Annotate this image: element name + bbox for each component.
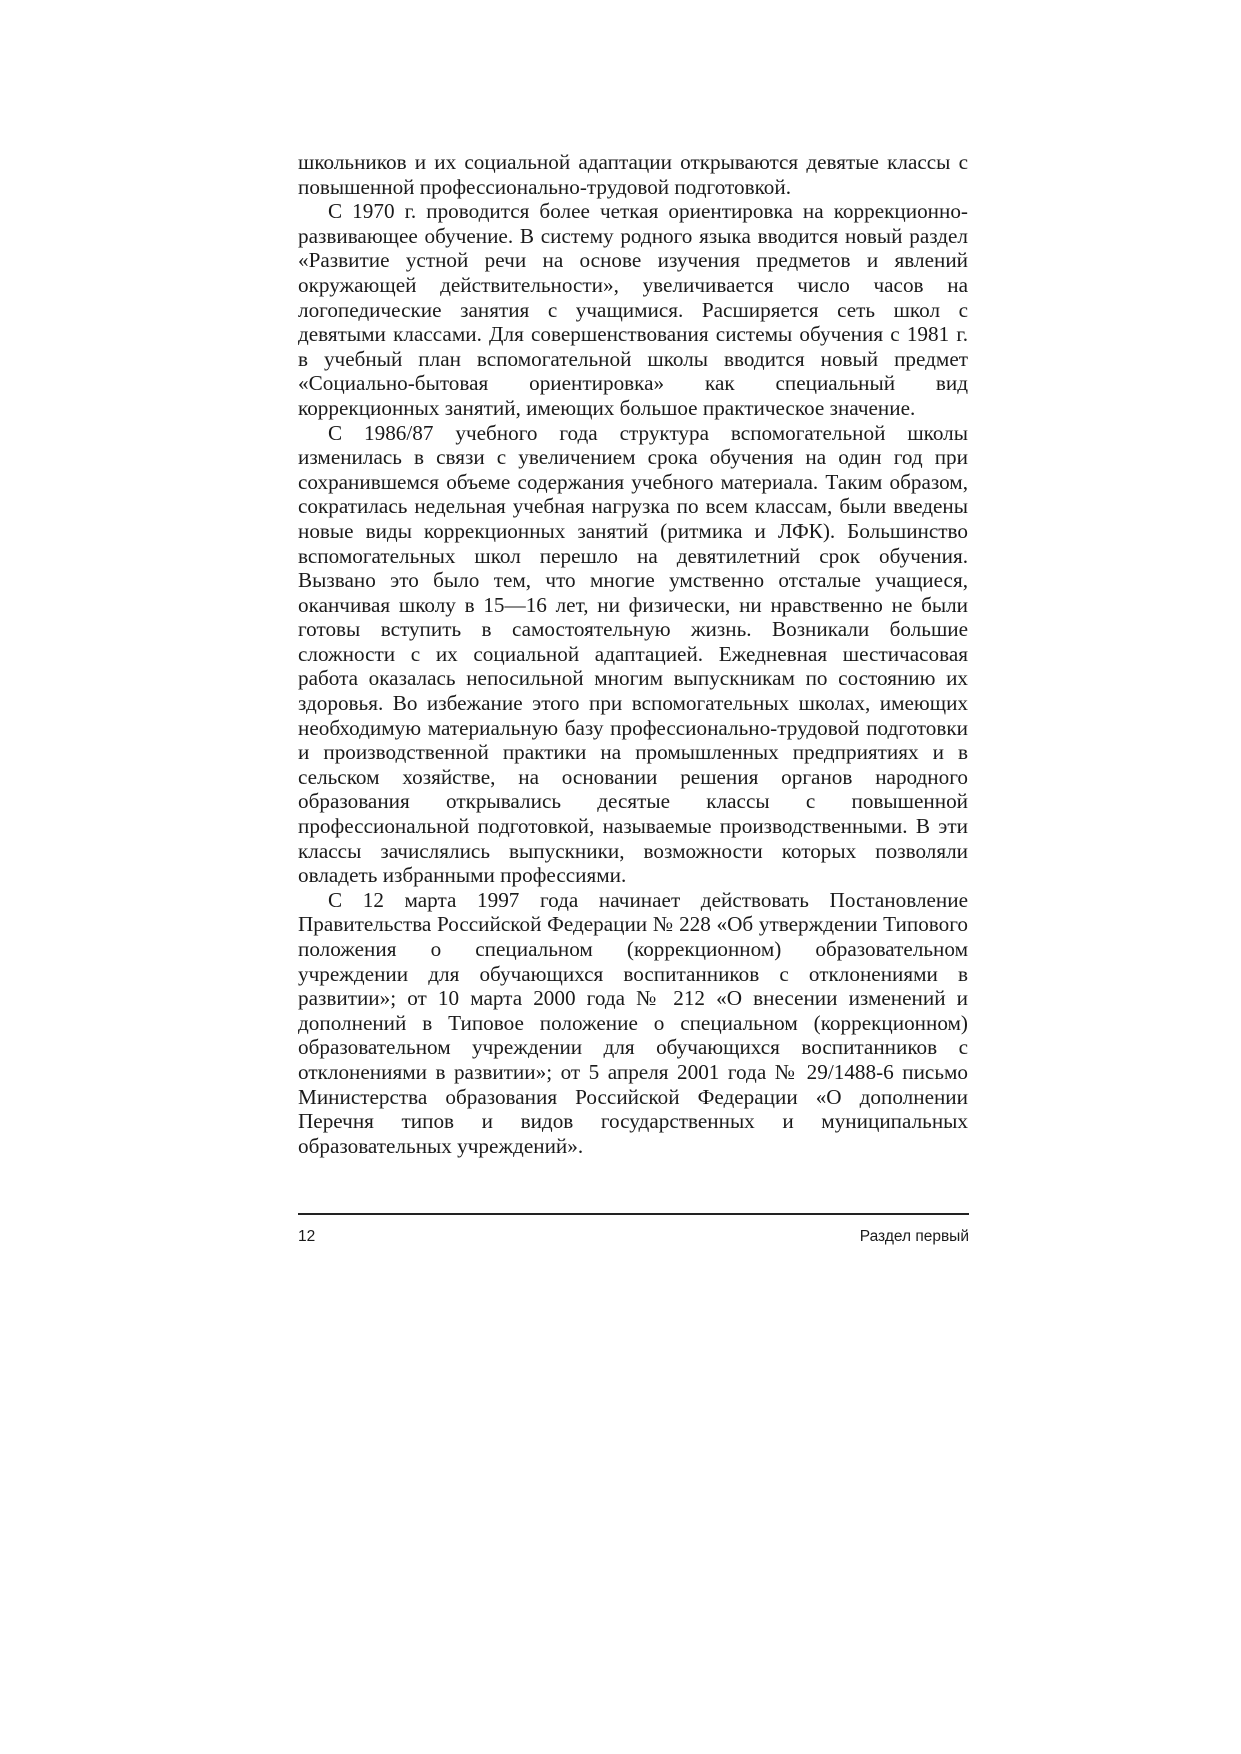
- page-footer: [298, 1228, 969, 1250]
- running-section-title: Раздел первый: [859, 1228, 969, 1245]
- page-number: 12: [298, 1228, 316, 1245]
- paragraph-2: С 1970 г. проводится более четкая ориентировка на коррекционно-развивающее обучение. В систему родного языка вводится новый раздел «Развитие устной речи на основе изучения предметов и явлений окружающей действительности», увеличивается число часов на логопедические занятия с учащимися. Расширяется сеть школ с девятыми классами. Для совершенствования системы обучения с 1981 г. в учебный план вспомогательной школы вводится новый предмет «Социально-бытовая ориентировка» как специальный вид коррекционных занятий, имеющих большое практическое значение.: [298, 199, 968, 420]
- footer-divider: [298, 1213, 969, 1215]
- paragraph-1: школьников и их социальной адаптации открываются девятые классы с повышенной профессионально-трудовой подготовкой.: [298, 150, 968, 199]
- paragraph-4: С 12 марта 1997 года начинает действовать Постановление Правительства Российской Федерации № 228 «Об утверждении Типового положения о специальном (коррекционном) образовательном учреждении для обучающихся воспитанников с отклонениями в развитии»; от 10 марта 2000 года № 212 «О внесении изменений и дополнений в Типовое положение о специальном (коррекционном) образовательном учреждении для обучающихся воспитанников с отклонениями в развитии»; от 5 апреля 2001 года № 29/1488-6 письмо Министерства образования Российской Федерации «О дополнении Перечня типов и видов государственных и муниципальных образовательных учреждений».: [298, 887, 968, 1158]
- paragraph-3: С 1986/87 учебного года структура вспомогательной школы изменилась в связи с увеличением срока обучения на один год при сохранившемся объеме содержания учебного материала. Таким образом, сократилась недельная учебная нагрузка по всем классам, были введены новые виды коррекционных занятий (ритмика и ЛФК). Большинство вспомогательных школ перешло на девятилетний срок обучения. Вызвано это было тем, что многие умственно отсталые учащиеся, оканчивая школу в 15—16 лет, ни физически, ни нравственно не были готовы вступить в самостоятельную жизнь. Возникали большие сложности с их социальной адаптацией. Ежедневная шестичасовая работа оказалась непосильной многим выпускникам по состоянию их здоровья. Во избежание этого при вспомогательных школах, имеющих необходимую материальную базу профессионально-трудовой подготовки и производственной практики на промышленных предприятиях и в сельском хозяйстве, на основании решения органов народного образования открывались десятые классы с повышенной профессиональной подготовкой, называемые производственными. В эти классы зачислялись выпускники, возможности которых позволяли овладеть избранными профессиями.: [298, 420, 968, 888]
- page-body-text: [298, 150, 968, 1158]
